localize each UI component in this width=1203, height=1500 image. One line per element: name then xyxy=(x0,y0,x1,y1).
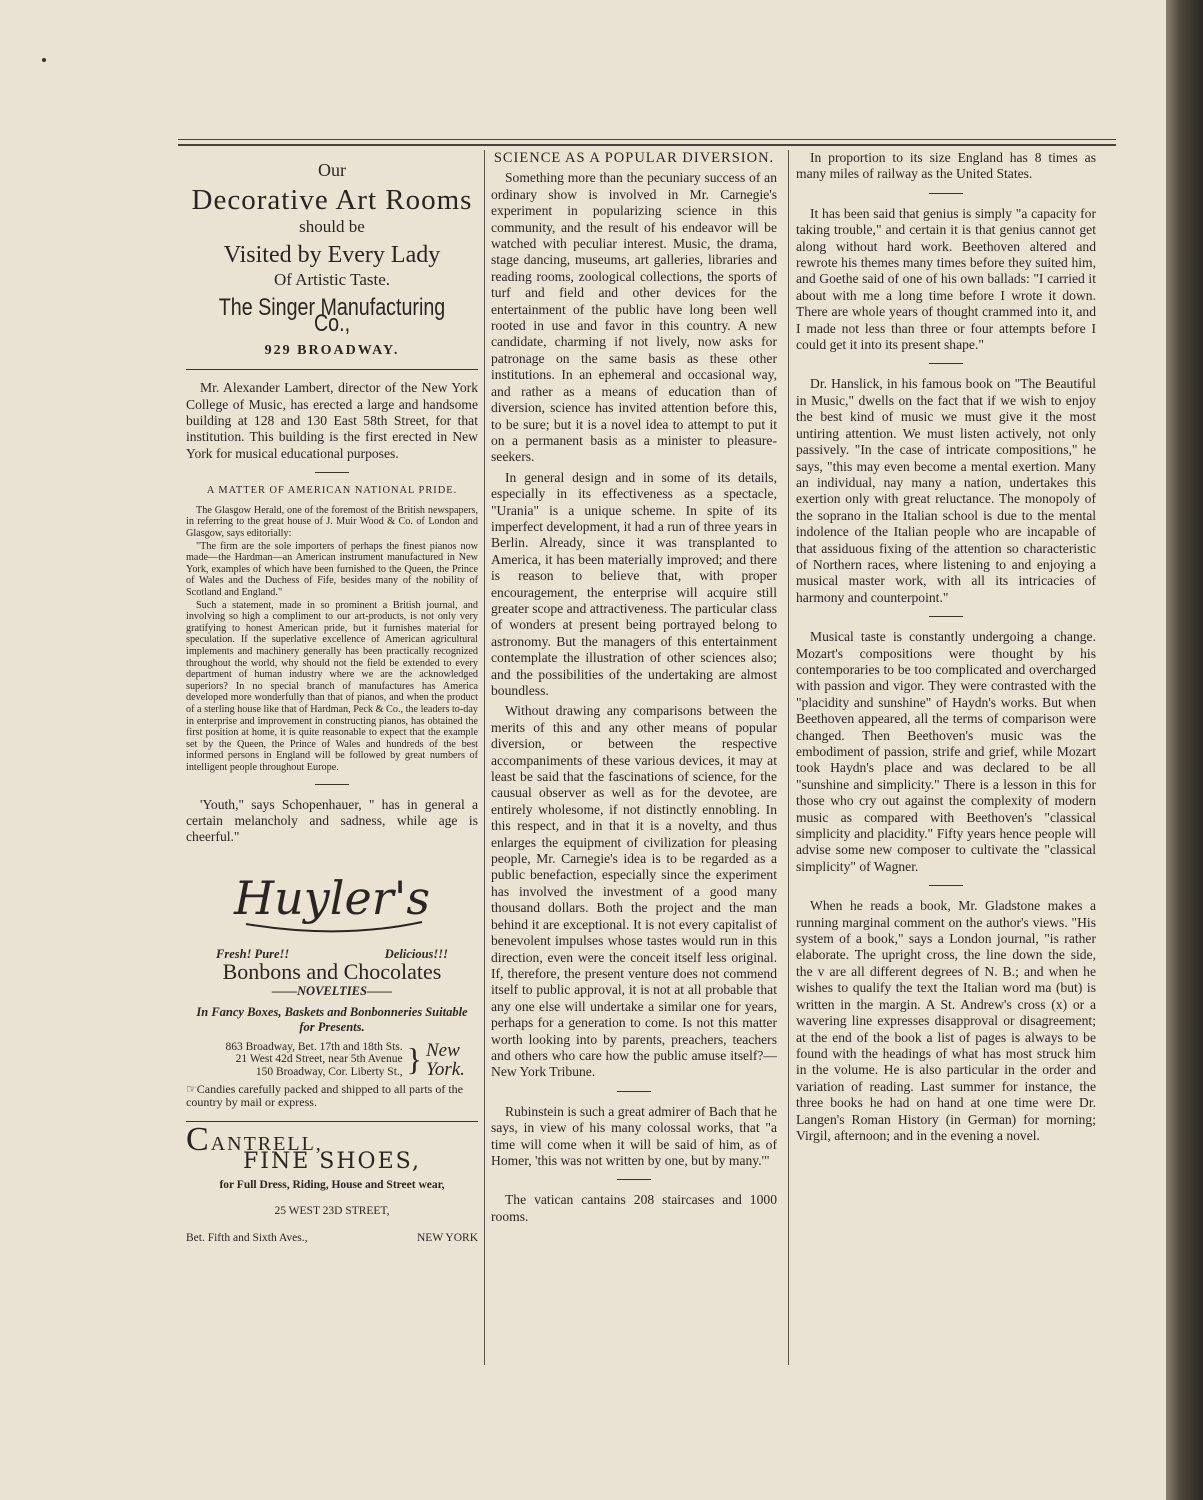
address-line: 863 Broadway, Bet. 17th and 18th Sts. xyxy=(225,1040,403,1053)
cantrell-name: CANTRELL, xyxy=(186,1120,323,1158)
separator xyxy=(929,193,963,194)
pride-paragraph-1: The Glasgow Herald, one of the foremost of the British newspapers, in referring to the great house of J. Muir Wood & Co. of London and Glasgow, says editorially: xyxy=(186,504,478,540)
novelties: ——NOVELTIES—— xyxy=(272,983,392,998)
divider xyxy=(186,1121,478,1122)
ad-singer-company: The Singer Manufacturing Co., xyxy=(218,294,446,338)
cantrell-city: NEW YORK xyxy=(416,1231,478,1244)
fancy-boxes: In Fancy Boxes, Baskets and Bonbonneries Suitable for Presents. xyxy=(196,1004,468,1034)
england-railway-paragraph: In proportion to its size England has 8 times as many miles of railway as the United States. xyxy=(796,150,1096,182)
separator xyxy=(315,784,349,785)
separator xyxy=(929,616,963,617)
huylers-logo-text: Huyler's xyxy=(234,870,430,925)
pride-paragraph-3: Such a statement, made in so prominent a British journal, and involving so high a compliment to our art-products, is not only very gratifying to honest American pride, but it furnishes material for speculation. If the superlative excellence of American agricultural implements and machinery generally has been practically recognized throughout the world, why should not the field be extended to every department of human industry where we are the acknowledged superiors? In no special branch of manufactures has America developed more wonderfully than that of pianos, and when the product of a sterling house like that of Hardman, Peck & Co., the leaders to-day in enterprise and improvement in constructing pianos, has obtained the first position at home, it is quite reasonable to expect that the example set by the Queen, the Prince of Wales and hundreds of the best informed persons in England will be followed by great numbers of intelligent people throughout Europe. xyxy=(186,599,478,773)
huyler-addresses xyxy=(186,1041,478,1079)
genius-paragraph: It has been said that genius is simply "a capacity for taking trouble," and certain it is that genius cannot get along without hard work. Beethoven altered and rewrote his themes many times before they suited him, and Goethe said of one of his own ballads: "I carried it about with me a long time before I wrote it down. There are whole years of thought crammed into it, and I made not less than three or four attempts before I could get it into its present shape." xyxy=(796,205,1096,353)
separator xyxy=(617,1179,651,1180)
ad-decorative-art-rooms xyxy=(186,162,478,359)
cantrell-between: Bet. Fifth and Sixth Aves., xyxy=(186,1231,308,1244)
pride-paragraph-2: "The firm are the sole importers of perhaps the finest pianos now made—the Hardman—an American instrument manufactured in New York, examples of which have been furnished to the Queen, the Prince of Wales and the Duchess of Fife, besides many of the nobility of Scotland and England." xyxy=(186,540,478,599)
column-divider-2 xyxy=(788,150,789,1365)
national-pride-article xyxy=(186,485,478,773)
divider xyxy=(186,369,478,370)
separator xyxy=(929,885,963,886)
top-rule-thick xyxy=(178,144,1116,146)
shipping-note: ☞Candies carefully packed and shipped to all parts of the country by mail or express. xyxy=(186,1081,464,1109)
brace-icon: } xyxy=(406,1040,422,1077)
science-paragraph-3: Without drawing any comparisons between the merits of this and any other means of popular diversion, or between the respective accompaniments of these various devices, it may at least be said that the fascinations of science, for the causual observer as well as for the devotee, are entirely wholesome, if not distinctly ennobling. In this respect, and in that it is a novelty, and thus enlarges the equipment of civilization for pleasing people, Mr. Carnegie's idea is to be regarded as a public benefaction, especially since the experiment has involved the investment of a good many thousand dollars. Both the project and the man behind it are exceptional. It is not every capitalist of benevolent impulses whose tastes would run in this direction, even were the conceit itself less original. If, therefore, the present venture does not commend itself to public approval, it is not at all probable that any one else will undertake a similar one for years, perhaps for a generation to come. Is not this matter worth looking into by parents, preachers, teachers and others who care how the public amuse itself?—New York Tribune. xyxy=(491,703,777,1080)
fine-shoes: FINE SHOES, xyxy=(243,1149,421,1175)
ad-artistic-taste: Of Artistic Taste. xyxy=(273,269,391,289)
hanslick-paragraph: Dr. Hanslick, in his famous book on "The Beautiful in Music," dwells on the fact that if we wish to enjoy the best kind of music we must give it the most untiring attention. We must listen actively, not only passively. "In the case of intricate compositions," he says, "this may even become a mental exertion. Many an individual, nay many a nation, undertakes this exertion only with great reluctance. The monopoly of the soprano in the Italian school is due to the mental indolence of the Italian people who are incapable of that assiduous fixing of the attention so characteristic of Northern races, where listening to and enjoying a musical master work, with all its intricacies of harmony and counterpoint." xyxy=(796,376,1096,605)
fresh-pure: Fresh! Pure!! xyxy=(216,946,290,961)
ad-our: Our xyxy=(318,160,346,180)
youth-quote: 'Youth," says Schopenhauer, " has in general a certain melancholy and sadness, while age is cheerful." xyxy=(186,796,478,845)
address-line: 150 Broadway, Cor. Liberty St., xyxy=(255,1065,403,1078)
binding-hole xyxy=(42,58,46,62)
top-rule xyxy=(178,139,1116,140)
national-pride-title: A MATTER OF AMERICAN NATIONAL PRIDE. xyxy=(206,485,458,497)
separator xyxy=(929,363,963,364)
gladstone-paragraph: When he reads a book, Mr. Gladstone makes a running marginal comment on the author's views. "His system of a book," says a London journal, "is rather elaborate. The upright cross, the line down the side, the v are all different degrees of N. B.; and when he wishes to qualify the text the Italian word ma (but) is written in the margin. A St. Andrew's cross (x) or a wavering line expresses disapproval or disagreement; at the end of the book a list of pages is always to be found with the headings of what has most struck him in the volume. He is also particular in the order and variation of reading. Last summer for instance, the three books he had on hand at one time were Dr. Langen's Roman History (in German) for morning; Virgil, afternoon; and in the evening a novel. xyxy=(796,898,1096,1143)
ad-broadway-address: 929 BROADWAY. xyxy=(264,342,400,358)
cantrell-bottom-line xyxy=(186,1230,478,1246)
ad-visited: Visited by Every Lady xyxy=(223,242,441,269)
huylers-script-logo xyxy=(186,866,478,936)
science-paragraph-1: Something more than the pecuniary success of an ordinary show is involved in Mr. Carnegie's experiment in popularizing science in this community, and the result of his endeavor will be watched with peculiar interest. Music, the drama, stage dancing, museums, art galleries, libraries and reading rooms, zoological collections, the sports of turf and field and other devices for the entertainment of the public have long been well rooted in use and favor in this country. A new candidate, charming if not lively, now asks for patronage on the same basis as these other institutions. In an ephemeral and occasional way, and rather as a means of education than of diversion, science has invited attention before this, to be sure; but it is a novel idea to attempt to put it on a permanent basis as a minister to pleasure-seekers. xyxy=(491,170,777,465)
bonbons-heading: Bonbons and Chocolates xyxy=(222,959,442,985)
delicious: Delicious!!! xyxy=(384,946,448,961)
ad-huylers xyxy=(186,866,478,1109)
column-3 xyxy=(796,150,1096,1148)
ad-cantrell xyxy=(186,1120,478,1246)
vatican-paragraph: The vatican cantains 208 staircases and 1000 rooms. xyxy=(491,1192,777,1224)
science-paragraph-2: In general design and in some of its details, especially in its effectiveness as a spectacle, "Urania" is a unique scheme. In spite of its imperfect development, it had a run of three years in Berlin. Already, since it was transplanted to America, it has been materially improved; and there is reason to believe that, with proper encouragement, the enterprise will acquire still greater scope and attractiveness. The particular class of wonders at present being portrayed belong to astronomy. But the managers of this entertainment contemplate the illustration of other sciences also; and the possibilities of the undertaking are almost boundless. xyxy=(491,469,777,698)
column-2 xyxy=(491,150,777,1229)
cantrell-address: 25 WEST 23D STREET, xyxy=(274,1205,390,1218)
ad-decorative-heading: Decorative Art Rooms xyxy=(191,184,473,217)
ad-should-be: should be xyxy=(299,216,365,236)
binding-edge xyxy=(1166,0,1203,1500)
city-new-york: New York. xyxy=(426,1039,465,1080)
rubinstein-paragraph: Rubinstein is such a great admirer of Bach that he says, in view of his many colossal works, that "a time will come when it will be said of him, as of Homer, 'this was not written by one, but by many.'" xyxy=(491,1103,777,1168)
column-divider-1 xyxy=(484,150,485,1365)
column-1 xyxy=(186,150,478,1246)
separator xyxy=(315,472,349,473)
separator xyxy=(617,1091,651,1092)
musical-taste-paragraph: Musical taste is constantly undergoing a change. Mozart's compositions were thought by his contemporaries to be too complicated and overcharged with passion and vigor. They were contrasted with the "placidity and sunshine" of Haydn's works. But when Beethoven appeared, all the terms of comparison were changed. Then Beethoven's music was the embodiment of passion, strife and grief, while Mozart took Haydn's place and was declared to be all "sunshine and simplicity." There is a lesson in this for those who cry out against the complexity of modern music as compared with Beethoven's "classical simplicity and placidity." Fifty years hence people will advise some new composer to cultivate the "classical simplicity" of Wagner. xyxy=(796,629,1096,874)
lambert-paragraph: Mr. Alexander Lambert, director of the New York College of Music, has erected a large and handsome building at 128 and 130 East 58th Street, for that institution. This building is the first erected in New York for musical educational purposes. xyxy=(186,380,478,461)
address-line: 21 West 42d Street, near 5th Avenue xyxy=(235,1053,403,1066)
science-article-title: SCIENCE AS A POPULAR DIVERSION. xyxy=(493,150,775,166)
shoes-for: for Full Dress, Riding, House and Street wear, xyxy=(219,1178,445,1191)
